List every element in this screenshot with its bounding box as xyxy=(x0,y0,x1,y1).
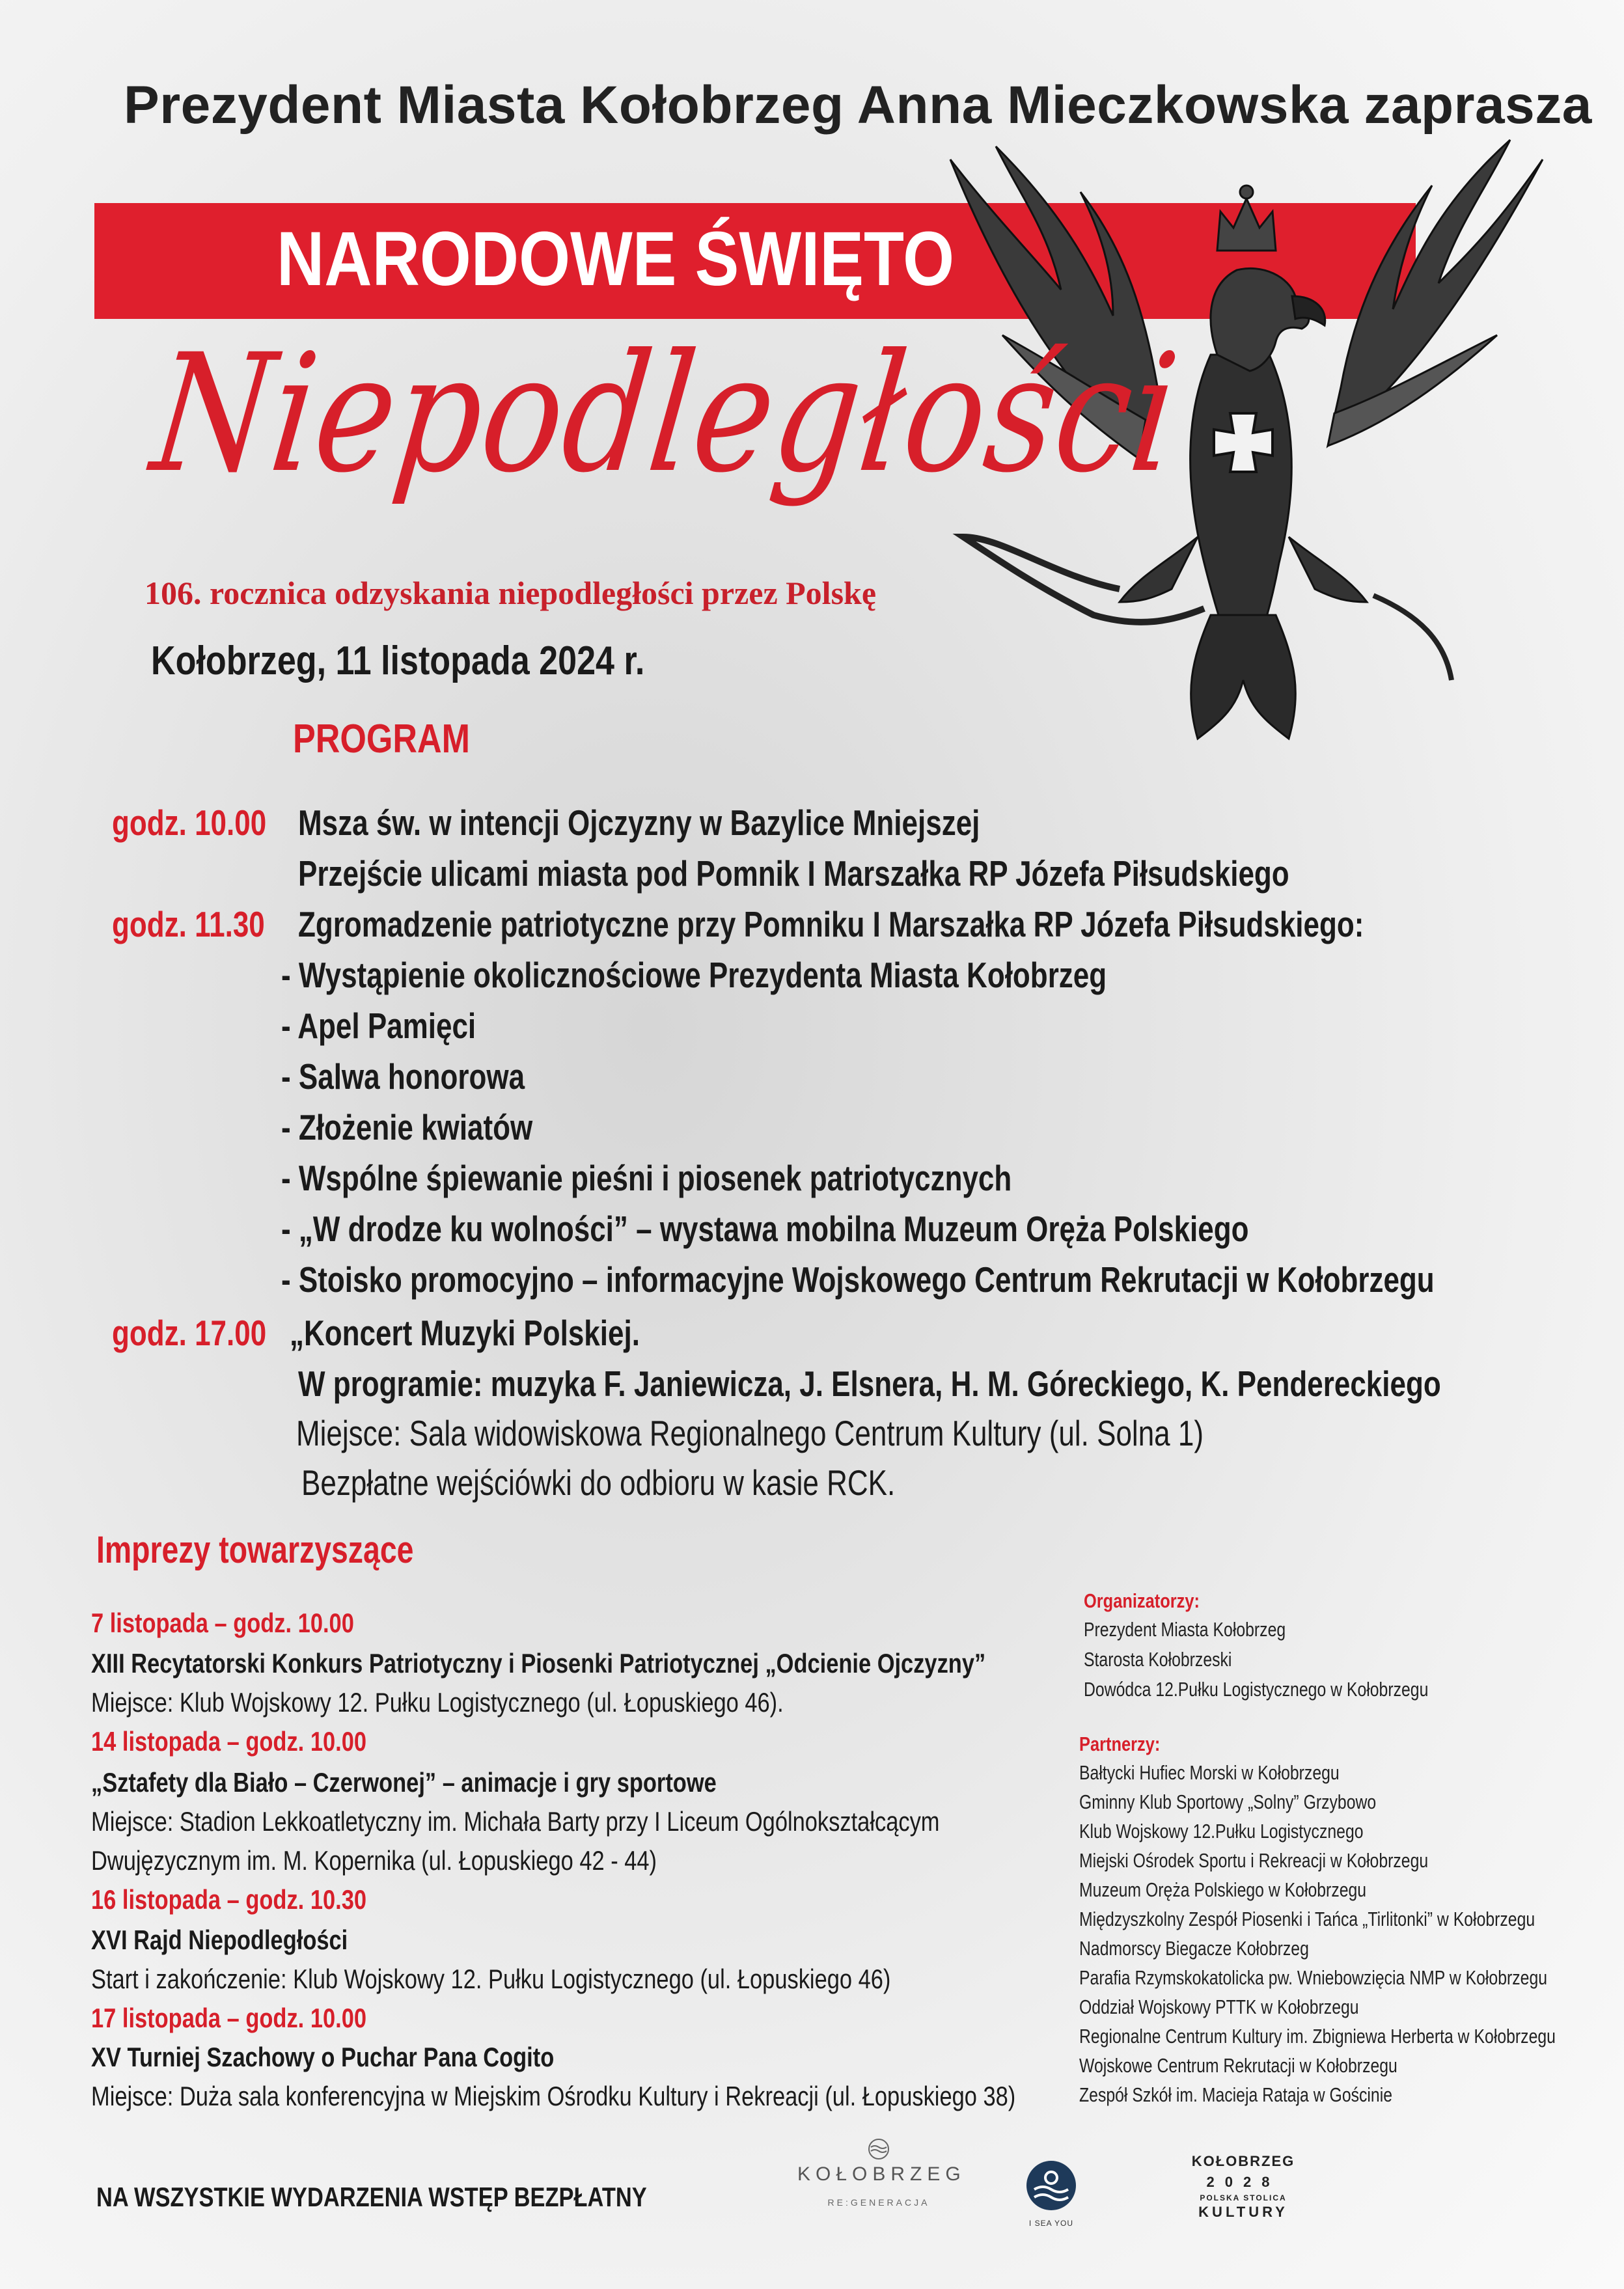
logo-line: KOŁOBRZEG xyxy=(1191,2153,1295,2169)
side-event-place: Miejsce: Duża sala konferencyjna w Miejskim Ośrodku Kultury i Rekreacji (ul. Łopuskiego 38) xyxy=(91,2081,1016,2111)
partner-item: Wojskowe Centrum Rekrutacji w Kołobrzegu xyxy=(1079,2054,1397,2077)
program-line: - Salwa honorowa xyxy=(281,1056,525,1097)
partner-item: Miejski Ośrodek Sportu i Rekreacji w Kołobrzegu xyxy=(1079,1849,1429,1872)
culture-capital-logo xyxy=(1188,2153,1299,2221)
program-line: - Wspólne śpiewanie pieśni i piosenek patriotycznych xyxy=(281,1158,1012,1198)
side-event-date: 17 listopada – godz. 10.00 xyxy=(91,2003,367,2033)
program-line: Bezpłatne wejściówki do odbioru w kasie RCK. xyxy=(301,1462,896,1503)
program-heading: PROGRAM xyxy=(293,717,470,761)
program-time: godz. 17.00 xyxy=(112,1313,267,1353)
program-line: - Apel Pamięci xyxy=(281,1006,476,1046)
logo-subtitle: RE:GENERACJA xyxy=(827,2197,930,2208)
program-line: - „W drodze ku wolności” – wystawa mobilna Muzeum Oręża Polskiego xyxy=(281,1209,1249,1249)
free-entry-note: NA WSZYSTKIE WYDARZENIA WSTĘP BEZPŁATNY xyxy=(96,2182,647,2212)
side-event-date: 16 listopada – godz. 10.30 xyxy=(91,1884,367,1915)
program-line: Miejsce: Sala widowiskowa Regionalnego Centrum Kultury (ul. Solna 1) xyxy=(296,1413,1204,1453)
organizer-item: Prezydent Miasta Kołobrzeg xyxy=(1084,1618,1286,1641)
event-date: Kołobrzeg, 11 listopada 2024 r. xyxy=(151,638,645,683)
side-event-title: „Sztafety dla Biało – Czerwonej” – animacje i gry sportowe xyxy=(91,1767,717,1798)
partner-item: Parafia Rzymskokatolicka pw. Wniebowzięcia NMP w Kołobrzegu xyxy=(1079,1966,1548,1989)
logo-line: POLSKA STOLICA xyxy=(1200,2193,1287,2202)
anniversary-line: 106. rocznica odzyskania niepodległości przez Polskę xyxy=(145,575,877,611)
side-event-place: Miejsce: Stadion Lekkoatletyczny im. Michała Barty przy I Liceum Ogólnokształcącym xyxy=(91,1806,940,1837)
side-event-title: XIII Recytatorski Konkurs Patriotyczny i Piosenki Patriotycznej „Odcienie Ojczyzny” xyxy=(91,1648,986,1679)
partner-item: Międzyszkolny Zespół Piosenki i Tańca „Tirlitonki” w Kołobrzegu xyxy=(1079,1908,1535,1930)
organizers-title: Organizatorzy: xyxy=(1084,1589,1200,1612)
partner-item: Bałtycki Hufiec Morski w Kołobrzegu xyxy=(1079,1761,1340,1784)
inviter-text: Prezydent Miasta Kołobrzeg Anna Mieczkowska zaprasza xyxy=(124,75,1592,135)
logo-title: KOŁOBRZEG xyxy=(797,2163,966,2185)
banner-title: NARODOWE ŚWIĘTO xyxy=(277,216,955,302)
logo-line: KULTURY xyxy=(1198,2204,1288,2220)
partners-title: Partnerzy: xyxy=(1079,1733,1161,1755)
side-event-place: Miejsce: Klub Wojskowy 12. Pułku Logistycznego (ul. Łopuskiego 46). xyxy=(91,1687,784,1718)
program-time: godz. 11.30 xyxy=(112,904,265,944)
program-line: - Złożenie kwiatów xyxy=(281,1107,533,1147)
partner-item: Klub Wojskowy 12.Pułku Logistycznego xyxy=(1079,1820,1364,1843)
logo-line: 2028 xyxy=(1206,2174,1280,2190)
wave-logo-icon xyxy=(866,2138,892,2160)
logo-subtitle: I SEA YOU xyxy=(1028,2219,1074,2228)
program-line: - Wystąpienie okolicznościowe Prezydenta Miasta Kołobrzeg xyxy=(281,955,1107,995)
organizer-item: Dowódca 12.Pułku Logistycznego w Kołobrzegu xyxy=(1084,1678,1429,1701)
kolobrzeg-logo xyxy=(797,2138,966,2229)
program-time: godz. 10.00 xyxy=(112,802,267,843)
program-line: Msza św. w intencji Ojczyzny w Bazylice Mniejszej xyxy=(298,802,980,843)
side-event-date: 7 listopada – godz. 10.00 xyxy=(91,1608,354,1638)
side-event-date: 14 listopada – godz. 10.00 xyxy=(91,1726,367,1757)
program-line: Zgromadzenie patriotyczne przy Pomniku I Marszałka RP Józefa Piłsudskiego: xyxy=(298,904,1364,944)
organizer-item: Starosta Kołobrzeski xyxy=(1084,1648,1232,1671)
program-line: Przejście ulicami miasta pod Pomnik I Marszałka RP Józefa Piłsudskiego xyxy=(298,853,1289,894)
partner-item: Muzeum Oręża Polskiego w Kołobrzegu xyxy=(1079,1878,1367,1901)
side-event-place: Dwujęzycznym im. M. Kopernika (ul. Łopuskiego 42 - 44) xyxy=(91,1845,657,1876)
side-event-place: Start i zakończenie: Klub Wojskowy 12. Pułku Logistycznego (ul. Łopuskiego 46) xyxy=(91,1964,891,1994)
script-title: Niepodległości xyxy=(144,319,1187,508)
program-line: „Koncert Muzyki Polskiej. xyxy=(290,1313,640,1353)
program-line: - Stoisko promocyjno – informacyjne Wojskowego Centrum Rekrutacji w Kołobrzegu xyxy=(281,1259,1435,1300)
partner-item: Zespół Szkół im. Macieja Rataja w Gościnie xyxy=(1079,2083,1393,2106)
partner-item: Oddział Wojskowy PTTK w Kołobrzegu xyxy=(1079,1995,1359,2018)
i-sea-you-logo xyxy=(1022,2159,1080,2228)
partner-item: Nadmorscy Biegacze Kołobrzeg xyxy=(1079,1937,1309,1960)
side-event-title: XV Turniej Szachowy o Puchar Pana Cogito xyxy=(91,2042,555,2072)
partner-item: Gminny Klub Sportowy „Solny” Grzybowo xyxy=(1079,1790,1377,1813)
side-events-title: Imprezy towarzyszące xyxy=(96,1529,414,1571)
side-event-title: XVI Rajd Niepodległości xyxy=(91,1925,348,1955)
partner-item: Regionalne Centrum Kultury im. Zbigniewa Herberta w Kołobrzegu xyxy=(1079,2025,1556,2048)
sea-circle-logo-icon xyxy=(1025,2159,1077,2212)
program-line: W programie: muzyka F. Janiewicza, J. Elsnera, H. M. Góreckiego, K. Pendereckiego xyxy=(298,1364,1441,1404)
